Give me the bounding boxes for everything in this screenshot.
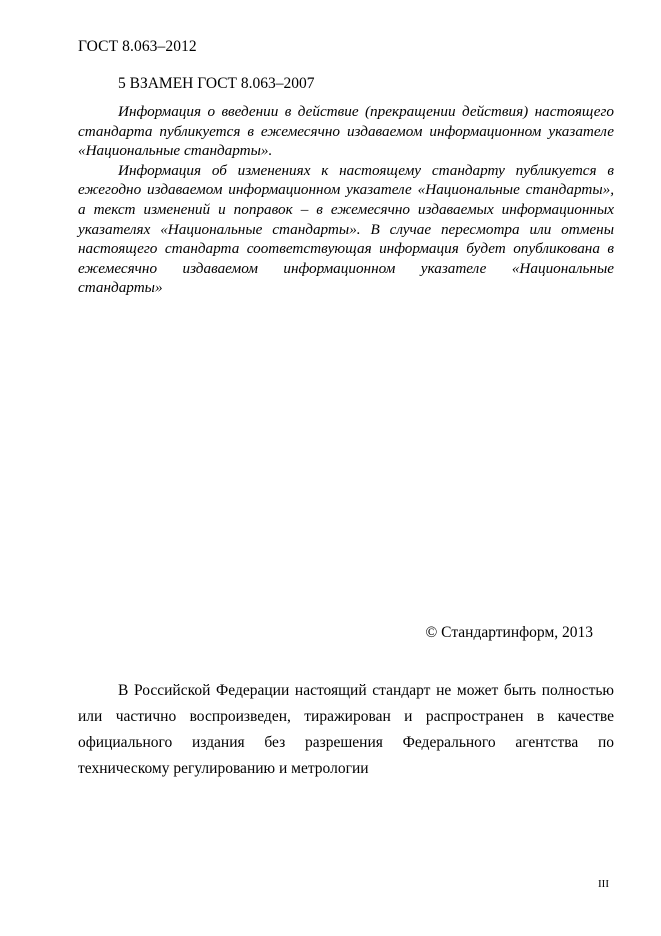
publication-info-paragraph-1: Информация о введении в действие (прекращении действия) настоящего стандарта публикуется в ежемесячно издаваемом информационном указателе «Национальные стандарты». [78,103,614,160]
replacement-statement: 5 ВЗАМЕН ГОСТ 8.063–2007 [118,75,315,92]
reproduction-notice: В Российской Федерации настоящий стандарт не может быть полностью или частично воспроизведен, тиражирован и распространен в качестве официального издания без разрешения Федерального агентства по техническому регулированию и метрологии [78,682,614,777]
publication-info-block [78,102,614,298]
document-header: ГОСТ 8.063–2012 [78,38,197,55]
page-number: III [598,878,609,890]
publication-info-paragraph-2: Информация об изменениях к настоящему стандарту публикуется в ежегодно издаваемом информационном указателе «Национальные стандарты», а текст изменений и поправок – в ежемесячно издаваемых информационных указателях «Национальные стандарты». В случае пересмотра или отмены настоящего стандарта соответствующая информация будет опубликована в ежемесячно издаваемом информационном указателе «Национальные стандарты» [78,161,614,297]
copyright-notice: © Стандартинформ, 2013 [425,624,593,641]
